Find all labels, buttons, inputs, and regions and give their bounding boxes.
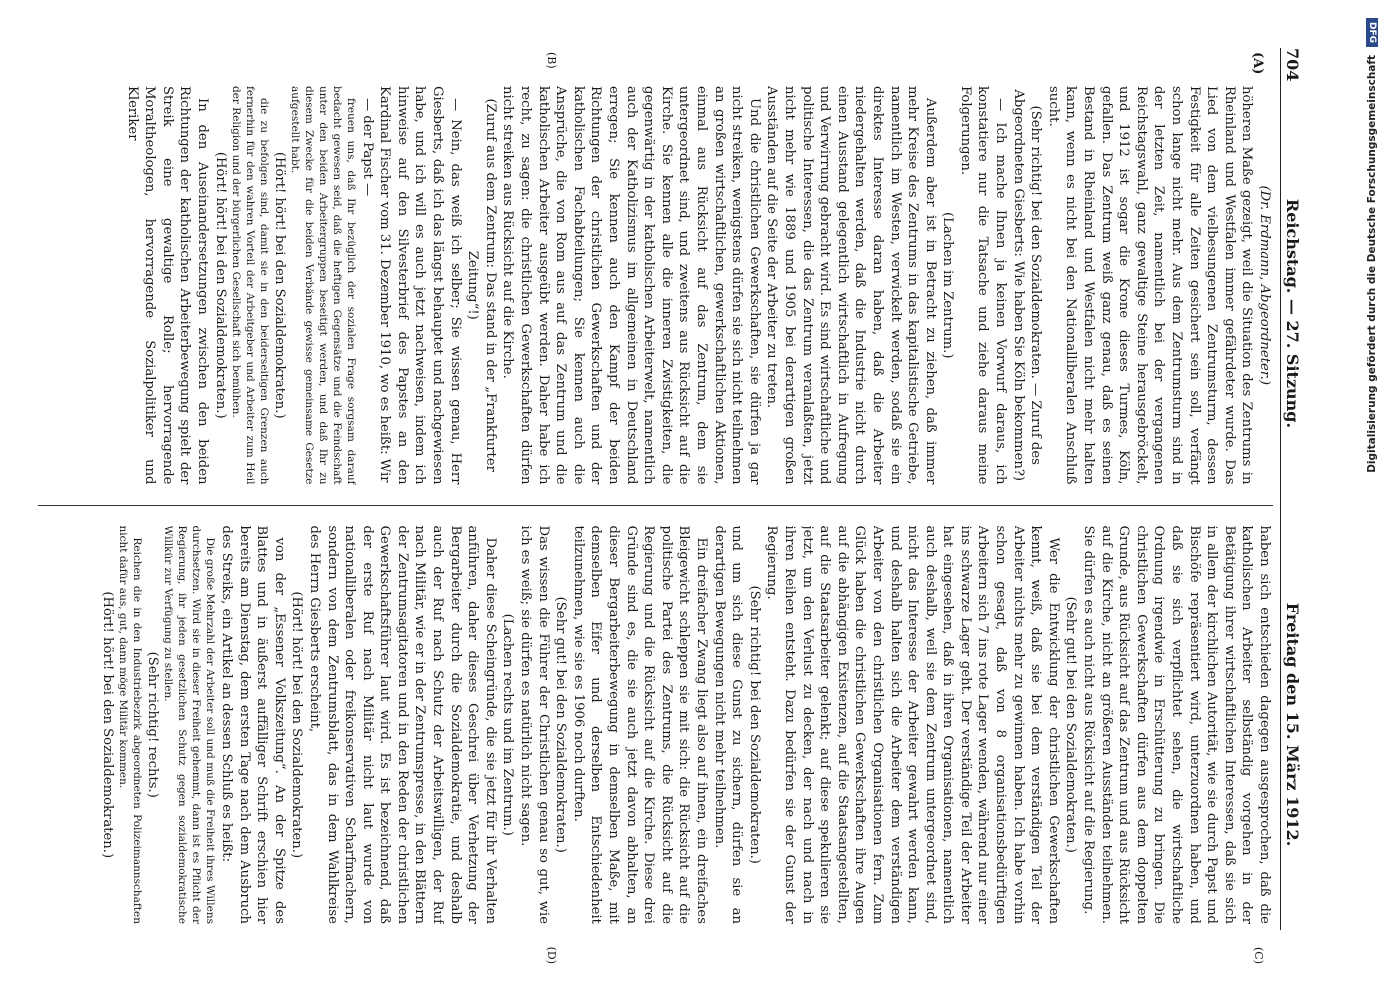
interjection: (Sehr richtig! bei den Sozialdemokraten.): [746, 585, 762, 864]
margin-letter-b: (B): [545, 52, 558, 69]
page-number: 704: [1283, 48, 1302, 82]
right-column: [38, 526, 1273, 925]
interjection: (Zuruf aus dem Zentrum: Das stand in der „Frankfurter Zeitung“!): [465, 98, 498, 472]
paragraph: von der „Essener Volkszeitung“. An der Spitze des Blattes und in äußerst auffälliger Schrift erschien hier bereits am Dienstag, dem ersten Tage nach dem Ausbruch des Streiks, ein Artikel an dessen Schluß es heißt:: [218, 525, 287, 924]
paragraph: — der Papst —: [359, 98, 375, 197]
interjection: (Sehr gut! bei den Sozialdemokraten.): [553, 596, 569, 853]
interjection: (Sehr gut! bei den Sozialdemokraten.): [1063, 596, 1079, 853]
paragraph: Ein dreifacher Zwang liegt also auf ihnen, ein dreifaches Bleigewicht schleppen sie mit sich: die Rücksicht auf die politische Partei des Zentrums, die Rücksicht auf die Regierung und die Rücksicht auf die Kirche. Diese drei Gründe sind es, die sie auch jetzt davon abhalten, an dieser Bergarbeiterbewegung in demselben Maße, mit demselben Eifer und derselben Entschiedenheit teilzunehmen, wie sie es 1906 noch durften.: [570, 525, 709, 924]
paragraph: und um sich diese Gunst zu sichern, dürfen sie an derartigen Bewegungen nicht mehr teilnehmen.: [711, 525, 745, 924]
paragraph: Reichen die in den Industriebezirk abgeordneten Polizeimannschaften nicht dafür aus, gut, dann möge Militär kommen.: [116, 525, 143, 924]
paragraph: Wer die Entwicklung der christlichen Gewerkschaften kennt, weiß, daß sie bei dem verständigen Teil der Arbeiter nichts mehr zu gewinnen haben. Ich habe vorhin schon gesagt, daß von 8 organisationsbedürftigen Arbeitern sich 7 ins rote Lager wenden, während nur einer ins schwarze Lager geht. Der verständige Teil der Arbeiter hat eingesehen, daß in ihren Organisationen, namentlich auch deshalb, weil sie dem Zentrum untergeordnet sind, nicht das Interesse der Arbeiter gewahrt werden kann, und deshalb halten sich die Arbeiter dem verständigen Arbeiter von den christlichen Organisationen fern. Zum Glück haben die christlichen Gewerkschaften ihre Augen auf die abhängigen Existenzen, auf die Staatsangestellten, auf die Staatsarbeiter gelenkt; auf diese spekulieren sie jetzt, um den Verlust zu decken, der nach und nach in ihren Reihen entsteht. Dazu bedürfen sie der Gunst der Regierung.: [764, 525, 1061, 924]
dfg-logo: DFG: [1366, 18, 1378, 47]
left-column: [38, 86, 1273, 485]
session-date: Freitag den 15. März 1912.: [1283, 602, 1302, 847]
paragraph: Die große Mehrzahl der Arbeiter soll und muß die Freiheit ihres Willens durchsetzen. Wird sie in dieser Freiheit gehemmt, dann ist es Pflicht der Regierung, ihr jeden gesetzlichen Schutz gegen sozialdemokratische Willkür zur Verfügung zu stellen.: [162, 525, 217, 924]
paragraph: freuen uns, daß Ihr bezüglich der sozialen Frage sorgsam darauf bedacht gewesen seid, daß die heftigen Gegensätze und die Feindschaft unter den beiden Arbeitergruppen beseitigt werden, und daß Ihr zu diesem Zwecke für die beiden Verbände gewisse gemeinsame Gesetze aufgestellt habt.: [289, 86, 358, 485]
paragraph: — Ich mache Ihnen ja keinen Vorwurf daraus, ich konstatiere nur die Tatsache und ziehe daraus meine Folgerungen.: [957, 86, 1009, 485]
interjection: (Hört! hört! bei den Sozialdemokraten.): [272, 151, 288, 419]
margin-letter-a: (A): [1250, 52, 1265, 75]
paragraph: Daher diese Scheingründe, die sie jetzt für ihr Verhalten anführen, daher dieses Geschrei über Verhetzung der Bergarbeiter durch die Sozialdemokratie, und deshalb auch der Ruf nach Schutz der Arbeitswilligen, der Ruf nach Militär, wie er in der Zentrumspresse, in den Blättern der Zentrumsagitatoren und in den Reden der christlichen Gewerkschaftsführer laut wird. Es ist bezeichnend, daß der erste Ruf nach Militär nicht laut wurde von nationalliberalen oder freikonservativen Scharfmachern, sondern von dem Zentrumsblatt, das in dem Wahlkreise des Herrn Giesberts erscheint,: [306, 525, 498, 924]
page-header: [1280, 48, 1313, 930]
interjection: (Hört! hört! bei den Sozialdemokraten.): [212, 151, 228, 419]
paragraph: höheren Maße gezeigt, weil die Situation des Zentrums in Rheinland und Westfalen immer gefährdeter wurde. Das Lied von dem vielbesungenen Zentrumsturm, dessen Festigkeit für alle Zeiten gesichert sein soll, verfängt schon lange nicht mehr. Aus dem Zentrumsturm sind in der letzten Zeit, namentlich bei der vergangenen Reichstagswahl, ganz gewaltige Steine herausgebröckelt, und 1912 ist sogar die Krone dieses Turmes, Köln, gefallen. Das Zentrum weiß ganz genau, daß es seinen Bestand in Rheinland und Westfalen nicht mehr halten kann, wenn es nicht bei den Nationalliberalen Anschluß sucht.: [1045, 86, 1255, 485]
paragraph: — Nein, das weiß ich selber; Sie wissen genau, Herr Giesberts, daß ich das längst behauptet und nachgewiesen habe, und ich will es auch jetzt nachweisen, indem ich hinweise auf den Silvesterbrief des Papstes an den Kardinal Fischer vom 31. Dezember 1910, wo es heißt: Wir: [377, 86, 463, 485]
session-title: Reichstag. — 27. Sitzung.: [1283, 198, 1302, 429]
paragraph: (Dr. Erdmann, Abgeordneter.): [1257, 185, 1272, 386]
interjection: (Sehr richtig! bei den Sozialdemokraten. — Zuruf des Abgeordneten Giesberts: Wie haben Sie Köln bekommen?): [1010, 89, 1044, 482]
interjection: (Lachen im Zentrum.): [940, 212, 956, 359]
margin-letter-d: (D): [545, 946, 558, 964]
margin-letter-c: (C): [1252, 947, 1265, 964]
interjection: (Lachen rechts und im Zentrum.): [500, 613, 516, 836]
paragraph: die zu befolgen sind, damit sie in den beiderseitigen Grenzen auch fernerhin für den wahren Vorteil der Arbeitgeber und Arbeiter zum Heil der Religion und der bürgerlichen Gesellschaft sich bemühen.: [229, 86, 270, 485]
digitization-credit: [1361, 0, 1383, 1000]
credit-text: Digitalisierung gefördert durch die Deutsche Forschungsgemeinschaft: [1366, 55, 1378, 473]
interjection: (Sehr richtig! rechts.): [145, 651, 161, 798]
interjection: (Hört! hört! bei den Sozialdemokraten.): [99, 591, 115, 859]
text-columns: [38, 86, 1273, 924]
paragraph: haben sich entschieden dagegen ausgesprochen, daß die katholischen Arbeiter selbständig vorgehen in der Betätigung ihrer wirtschaftlichen Interessen, daß sie sich in allem der kirchlichen Autorität, wie sie durch Papst und Bischöfe repräsentiert wird, unterzuordnen haben, und daß sie sich verpflichtet sehen, die wirtschaftliche Ordnung irgendwie in Erschütterung zu bringen. Die christlichen Gewerkschaften dürfen aus dem doppelten Grunde, aus Rücksicht auf das Zentrum und aus Rücksicht auf die Kirche, nicht an größeren Ausständen teilnehmen. Sie dürfen es auch nicht aus Rücksicht auf die Regierung.: [1081, 525, 1272, 924]
paragraph: Das wissen die Führer der Christlichen genau so gut, wie ich es weiß; sie dürfen es natürlich nicht sagen.: [518, 525, 551, 924]
paragraph: Und die christlichen Gewerkschaften, sie dürfen ja gar nicht streiken, wenigstens dürfen sie sich nicht teilnehmen an großen wirtschaftlichen, gewerkschaftlichen Aktionen, einmal aus Rücksicht auf das Zentrum, dem sie untergeordnet sind, und zweitens aus Rücksicht auf die Kirche. Sie kennen alle die inneren Zwistigkeiten, die gegenwärtig in der katholischen Arbeiterwelt, namentlich auch der Katholizismus im allgemeinen in Deutschland erregen; Sie kennen auch den Kampf der beiden Richtungen der christlichen Gewerkschaften und der katholischen Fachabteilungen; Sie kennen auch die Ansprüche, die von Rom aus auf das Zentrum und die katholischen Arbeiter ausgeübt werden. Daher habe ich recht, zu sagen: die christlichen Gewerkschaften dürfen nicht streiken aus Rücksicht auf die Kirche.: [500, 86, 762, 485]
paragraph: Außerdem aber ist in Betracht zu ziehen, daß immer mehr Kreise des Zentrums in das kapitalistische Getriebe, namentlich im Westen, verwickelt werden, sodaß sie ein direktes Interesse daran haben, daß die Arbeiter niedergehalten werden, daß die Industrie nicht durch einen Ausstand gelegentlich wirtschaftlich in Aufregung und Verwirrung gebracht wird. Es sind wirtschaftliche und politische Interessen, die das Zentrum veranlaßten, jetzt nicht mehr wie 1889 und 1905 bei derartigen großen Ausständen auf die Seite der Arbeiter zu treten.: [764, 86, 938, 485]
paragraph: In den Auseinandersetzungen zwischen den beiden Richtungen der katholischen Arbeiterbewegung spielt der Streik eine gewaltige Rolle; hervorragende Moraltheologen, hervorragende Sozialpolitiker und Kleriker: [124, 86, 210, 485]
interjection: (Hört! hört! bei den Sozialdemokraten.): [289, 591, 305, 859]
column-divider: [38, 505, 1273, 506]
